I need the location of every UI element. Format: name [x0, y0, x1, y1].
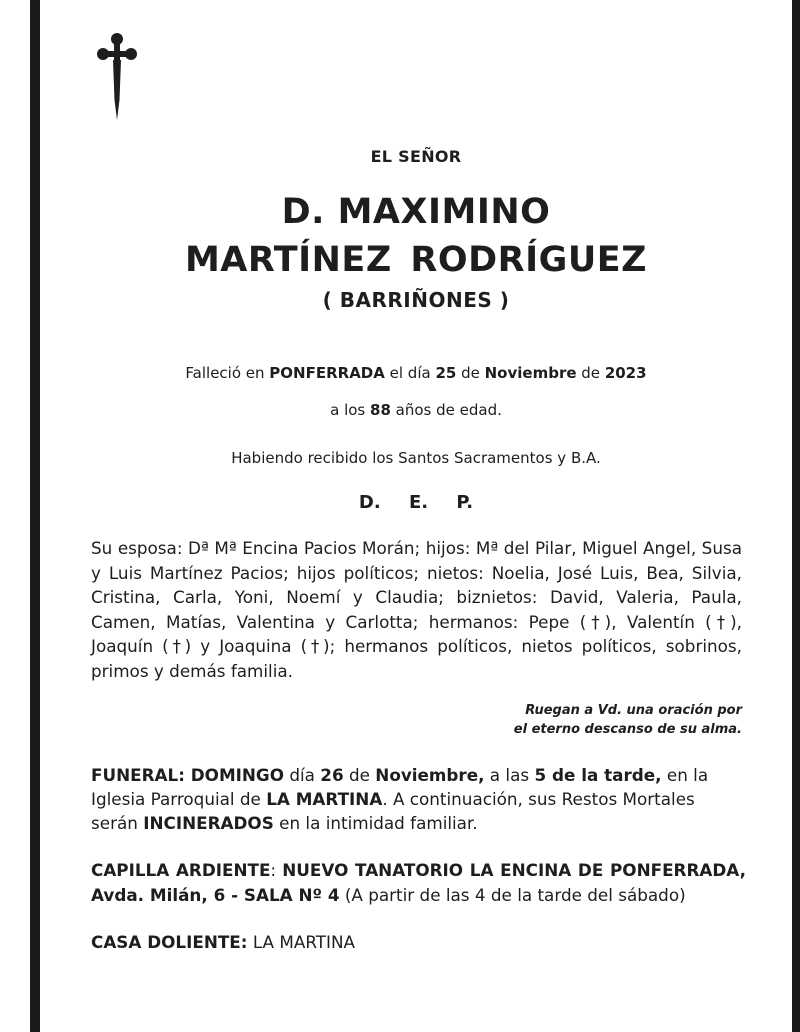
deceased-name-line2: MARTÍNEZ RODRÍGUEZ: [184, 240, 648, 280]
funeral-day: 26: [320, 765, 344, 785]
deceased-name-line1: D. MAXIMINO: [281, 192, 551, 232]
death-place: PONFERRADA: [269, 364, 385, 382]
capilla-note: (A partir de las 4 de la tarde del sábado): [339, 885, 686, 905]
capilla-label: CAPILLA ARDIENTE: [91, 860, 271, 880]
funeral-church: LA MARTINA: [266, 789, 383, 809]
prayer-request: Ruegan a Vd. una oración por el eterno descanso de su alma.: [513, 703, 742, 737]
age-years: 88: [370, 401, 391, 419]
funeral-month: Noviembre,: [375, 765, 485, 785]
family-text: Su esposa: Dª Mª Encina Pacios Morán; hijos: Mª del Pilar, Miguel Angel, Susa y Luis Martínez Pacios; hijos políticos; nietos: Noelia, José Luis, Bea, Silvia, Cristina, Carla, Yoni, Noemí y Claudia; biznietos: David, Valeria, Paula, Camen, Matías, Valentina y Carlotta; hermanos: Pepe (†), Valentín (†), Joaquín (†) y Joaquina (†); hermanos políticos, nietos políticos, sobrinos, primos y demás familia.: [91, 538, 742, 681]
funeral-time: 5 de la tarde,: [534, 765, 662, 785]
funeral-label: FUNERAL: DOMINGO: [91, 765, 284, 785]
age-info: a los 88 años de edad.: [330, 401, 502, 419]
death-month: Noviembre: [484, 364, 577, 382]
right-border: [792, 0, 800, 1032]
death-year: 2023: [604, 364, 647, 382]
capilla-info: CAPILLA ARDIENTE: NUEVO TANATORIO LA ENCINA DE PONFERRADA, Avda. Milán, 6 - SALA Nº 4 (A partir de las 4 de la tarde del sábado): [91, 860, 746, 905]
senor-label: EL SEÑOR: [370, 147, 462, 166]
left-border: [30, 0, 40, 1032]
casa-label: CASA DOLIENTE:: [91, 932, 248, 952]
death-day: 25: [435, 364, 457, 382]
capilla-place: NUEVO TANATORIO LA ENCINA DE PONFERRADA, Avda. Milán, 6 - SALA Nº 4: [91, 860, 746, 905]
dep-label: D. E. P.: [358, 492, 474, 513]
casa-place: LA MARTINA: [247, 932, 355, 952]
deceased-nickname: ( BARRIÑONES ): [322, 288, 510, 312]
cross-icon: [95, 30, 139, 122]
funeral-info: FUNERAL: DOMINGO día 26 de Noviembre, a las 5 de la tarde, en la Iglesia Parroquial de LA MARTINA. A continuación, sus Restos Mortales serán INCINERADOS en la intimidad familiar.: [91, 765, 709, 833]
death-info: Falleció en PONFERRADA el día 25 de Noviembre de 2023: [185, 364, 647, 382]
funeral-incinerados: INCINERADOS: [143, 813, 274, 833]
casa-info: [91, 930, 746, 954]
sacraments-text: Habiendo recibido los Santos Sacramentos y B.A.: [231, 449, 601, 467]
